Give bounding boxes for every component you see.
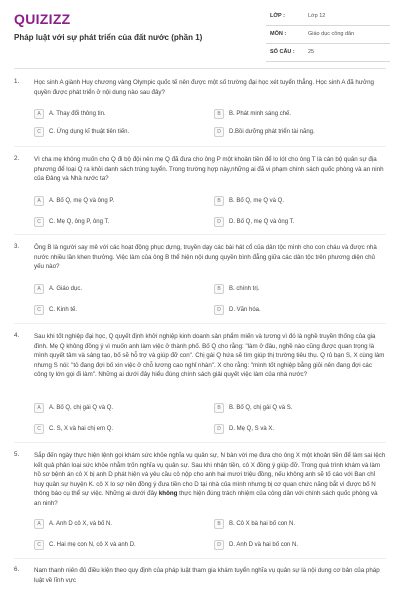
option-letter-box: D [214, 217, 224, 227]
question-text: Vì cha mẹ không muốn cho Q đi bộ đội nên mẹ Q đã đưa cho ông P một khoản tiền để lo lót cho ông T là cán bộ quân sự địa phương để loại Q ra khỏi danh sách trúng tuyển. Trong trường hợp này,những ai đã vi phạm chính sách quốc phòng và an ninh của Đảng và Nhà nước ta? [34, 156, 384, 182]
option-c[interactable] [34, 216, 210, 228]
option-letter-box: D [214, 305, 224, 315]
option-text: B. Bố Q, mẹ Q và Q. [229, 198, 285, 204]
option-text: C. Ứng dụng kĩ thuật tiên tiến. [49, 129, 130, 135]
option-text: D.Bồi dưỡng phát triển tài năng. [229, 129, 315, 135]
option-text: D. Anh D và hai bố con N. [229, 542, 299, 548]
option-letter-box: C [34, 540, 44, 550]
option-text: B. Phát minh sáng chế. [229, 111, 292, 117]
option-letter-box: C [34, 424, 44, 434]
meta-value: Giáo dục công dân [308, 31, 355, 37]
option-letter-box: A [34, 284, 44, 294]
option-text: A. Thay đổi thông tin. [49, 111, 106, 117]
worksheet-header [0, 0, 400, 66]
option-text: D. Bố Q, mẹ Q và ông T. [229, 219, 295, 225]
meta-value: Lớp 12 [308, 13, 326, 19]
question-text: Ông B là người say mê với các hoạt động phục dựng, truyền dạy các bài hát cổ của dân tộc mình cho con cháu và được nhà nước nhiều lần khen thưởng. Việc làm của ông B thể hiện nội dung quyền bình đẳng giữa các dân tộc trên phương diện chủ yếu nào? [34, 244, 377, 270]
meta-row-subject [266, 28, 390, 44]
option-letter-box: C [34, 127, 44, 137]
question-number: 4. [14, 332, 20, 339]
option-text: C. S, X và hai chị em Q. [49, 426, 114, 432]
question-divider [14, 558, 386, 559]
question-divider [14, 442, 386, 443]
option-text: D. Văn hóa. [229, 307, 261, 313]
question-divider [14, 234, 386, 235]
option-d[interactable] [214, 216, 390, 228]
option-b[interactable] [214, 402, 390, 414]
question-number: 5. [14, 451, 20, 458]
option-c[interactable] [34, 304, 210, 316]
option-a[interactable] [34, 108, 210, 120]
option-b[interactable] [214, 195, 390, 207]
option-text: A. Giáo dục. [49, 286, 83, 292]
option-a[interactable] [34, 402, 210, 414]
option-letter-box: B [214, 196, 224, 206]
worksheet-meta [266, 10, 390, 64]
option-a[interactable] [34, 195, 210, 207]
option-letter-box: B [214, 109, 224, 119]
option-letter-box: C [34, 217, 44, 227]
option-c[interactable] [34, 423, 210, 435]
option-letter-box: A [34, 196, 44, 206]
option-text: A. Anh D cô X, và bố N. [49, 521, 113, 527]
option-b[interactable] [214, 518, 390, 530]
option-text: A. Bố Q, mẹ Q và ông P. [49, 198, 115, 204]
question-number: 1. [14, 78, 20, 85]
option-text: C. Hai mẹ con N, cô X và anh D. [49, 542, 136, 548]
question-text [34, 451, 386, 508]
option-d[interactable] [214, 423, 390, 435]
option-letter-box: C [34, 305, 44, 315]
option-c[interactable] [34, 539, 210, 551]
question-divider [14, 146, 386, 147]
meta-label: SỐ CÂU : [270, 49, 295, 55]
option-letter-box: B [214, 519, 224, 529]
option-letter-box: D [214, 424, 224, 434]
option-text: B. Bố Q, chị gái Q và S. [229, 405, 293, 411]
question-text: Học sinh A giành Huy chương vàng Olympic quốc tế nên được một số trường đại học xét tuyển thẳng. Học sinh A đã hưởng quyền được phát triển ở nội dung nào sau đây? [34, 79, 374, 96]
option-letter-box: B [214, 403, 224, 413]
meta-row-count [266, 46, 390, 62]
question-text-part: Sắp đến ngày thực hiện lệnh gọi khám sức khỏe nghĩa vụ quân sự, N bàn với mẹ đưa cho ông X một khoản tiền để làm sai lệch kết quả phân loại sức khỏe nhằm trốn nghĩa vụ quân sự. Sau khi nhận tiền, cô X đồng ý giúp đỡ. Trong quá trình khám và làm hồ sơ bệnh án cô X bị anh D phát hiện và yêu cầu cô nộp cho anh hai mươi triệu đồng, nếu không anh sẽ tố cáo với Ban chỉ huy quân sự huyện K. cô X lo sợ nên đồng ý đưa tiền cho D tại nhà của mình nhưng bị cơ quan chức năng bắt vì được bố N thông báo cụ thể sự việc. Những ai dưới đây [34, 452, 386, 497]
option-b[interactable] [214, 283, 390, 295]
question-number: 2. [14, 155, 20, 162]
option-letter-box: A [34, 519, 44, 529]
option-a[interactable] [34, 283, 210, 295]
question-text: Sau khi tốt nghiệp đại học, Q quyết định khởi nghiệp kinh doanh sản phẩm miến và tương vì đó là nghề truyền thống của gia đình. Mẹ Q không đồng ý vì muốn anh làm việc ở thành phố. Bố Q cho rằng: "làm ở đâu, nghề nào cũng được quan trọng là mình quyết tâm và sáng tạo, bố sẽ hỗ trợ và giúp đỡ con". Chị gái Q hứa sẽ tìm giúp thị trường tiêu thụ. Q rủ bạn S, X cùng làm nhưng S nói: "tỏ đang đợi bố xin việc ở chỗ lương cao nghỉ nhàn". X cho rằng: "mình tốt nghiệp bằng giỏi nên đang đợi các công ty lớn gọi đi làm". Những ai dưới đây hiểu đúng chính sách giải quyết việc làm của nhà nước? [34, 333, 385, 378]
question-number: 3. [14, 243, 20, 250]
option-text: D. Mẹ Q, S và X. [229, 426, 275, 432]
question-text: Nam thanh niên đủ điều kiện theo quy định của pháp luật tham gia khám tuyển nghĩa vụ quân sự là nội dung cơ bản của pháp luật về lĩnh vực [34, 567, 380, 584]
meta-value: 25 [308, 49, 315, 55]
option-d[interactable] [214, 304, 390, 316]
question-text-part: thực hiện đúng trách nhiệm của công dân với chính sách quốc phòng và an ninh? [34, 490, 378, 507]
option-c[interactable] [34, 126, 210, 138]
meta-label: LỚP : [270, 13, 285, 19]
option-text: B. Cô X bà hai bố con N. [229, 521, 296, 527]
meta-row-class [266, 10, 390, 26]
option-letter-box: A [34, 109, 44, 119]
question-divider [14, 323, 386, 324]
option-a[interactable] [34, 518, 210, 530]
quizizz-logo: QUIZIZZ [14, 11, 71, 27]
question-number: 6. [14, 566, 20, 573]
option-d[interactable] [214, 126, 390, 138]
header-divider [14, 68, 386, 69]
option-text: B. chính trị. [229, 286, 260, 292]
option-letter-box: D [214, 540, 224, 550]
option-text: C. Mẹ Q, ông P, ông T. [49, 219, 110, 225]
meta-label: MÔN : [270, 31, 287, 37]
option-d[interactable] [214, 539, 390, 551]
option-text: A. Bố Q, chị gái Q và Q. [49, 405, 114, 411]
option-text: C. Kinh tế. [49, 307, 78, 313]
worksheet-title: Pháp luật với sự phát triển của đất nước (phần 1) [14, 33, 203, 42]
option-letter-box: D [214, 127, 224, 137]
option-letter-box: A [34, 403, 44, 413]
option-b[interactable] [214, 108, 390, 120]
question-text-emphasis: không [158, 490, 178, 497]
option-letter-box: B [214, 284, 224, 294]
